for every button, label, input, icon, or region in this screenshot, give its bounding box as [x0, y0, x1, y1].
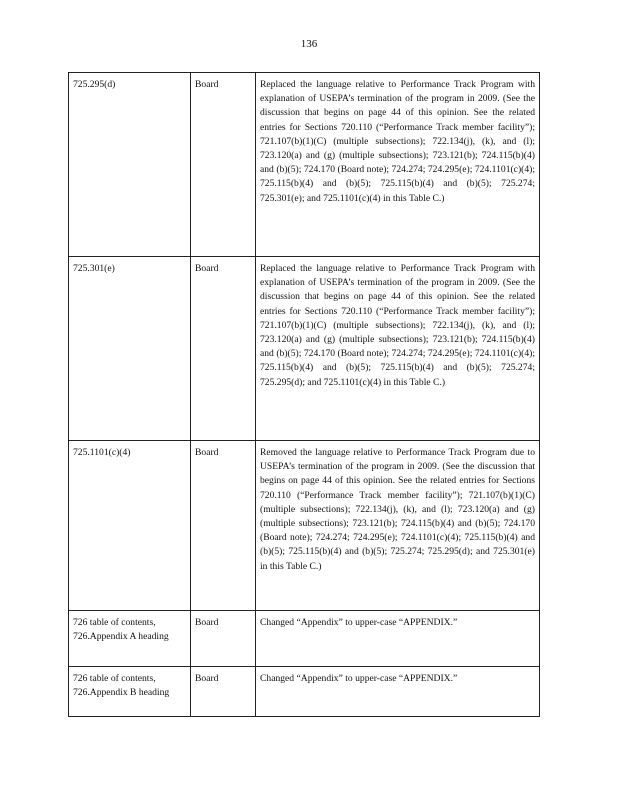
note-cell: Changed “Appendix” to upper-case “APPENDIX.” — [256, 611, 540, 667]
source-cell: Board — [191, 611, 256, 667]
page-number: 136 — [300, 38, 318, 50]
table-row — [69, 73, 540, 257]
section-cell: 725.295(d) — [69, 73, 191, 257]
table-row — [69, 611, 540, 667]
source-cell: Board — [191, 73, 256, 257]
amendments-table — [68, 72, 540, 717]
note-cell: Changed “Appendix” to upper-case “APPENDIX.” — [256, 667, 540, 717]
section-cell: 725.301(e) — [69, 257, 191, 441]
source-cell: Board — [191, 257, 256, 441]
note-cell: Replaced the language relative to Performance Track Program with explanation of USEPA’s termination of the program in 2009. (See the discussion that begins on page 44 of this opinion. See the related entries for Sections 720.110 (“Performance Track member facility”); 721.107(b)(1)(C) (multiple subsections); 722.134(j), (k), and (l); 723.120(a) and (g) (multiple subsections); 723.121(b); 724.115(b)(4) and (b)(5); 724.170 (Board note); 724.274; 724.295(e); 724.1101(c)(4); 725.115(b)(4) and (b)(5); 725.115(b)(4) and (b)(5); 725.274; 725.301(e); and 725.1101(c)(4) in this Table C.) — [256, 73, 540, 257]
source-cell: Board — [191, 667, 256, 717]
table-row — [69, 441, 540, 611]
section-cell: 725.1101(c)(4) — [69, 441, 191, 611]
note-cell: Replaced the language relative to Performance Track Program with explanation of USEPA’s termination of the program in 2009. (See the discussion that begins on page 44 of this opinion. See the related entries for Sections 720.110 (“Performance Track member facility”); 721.107(b)(1)(C) (multiple subsections); 722.134(j), (k), and (l); 723.120(a) and (g) (multiple subsections); 723.121(b); 724.115(b)(4) and (b)(5); 724.170 (Board note); 724.274; 724.295(e); 724.1101(c)(4); 725.115(b)(4) and (b)(5); 725.115(b)(4) and (b)(5); 725.274; 725.295(d); and 725.1101(c)(4) in this Table C.) — [256, 257, 540, 441]
section-cell: 726 table of contents, 726.Appendix A heading — [69, 611, 191, 667]
section-cell: 726 table of contents, 726.Appendix B heading — [69, 667, 191, 717]
table-row — [69, 257, 540, 441]
table-row — [69, 667, 540, 717]
source-cell: Board — [191, 441, 256, 611]
note-cell: Removed the language relative to Performance Track Program due to USEPA’s termination of the program in 2009. (See the discussion that begins on page 44 of this opinion. See the related entries for Sections 720.110 (“Performance Track member facility”); 721.107(b)(1)(C) (multiple subsections); 722.134(j), (k), and (l); 723.120(a) and (g) (multiple subsections); 723.121(b); 724.115(b)(4) and (b)(5); 724.170 (Board note); 724.274; 724.295(e); 724.1101(c)(4); 725.115(b)(4) and (b)(5); 725.115(b)(4) and (b)(5); 725.274; 725.295(d); and 725.301(e) in this Table C.) — [256, 441, 540, 611]
